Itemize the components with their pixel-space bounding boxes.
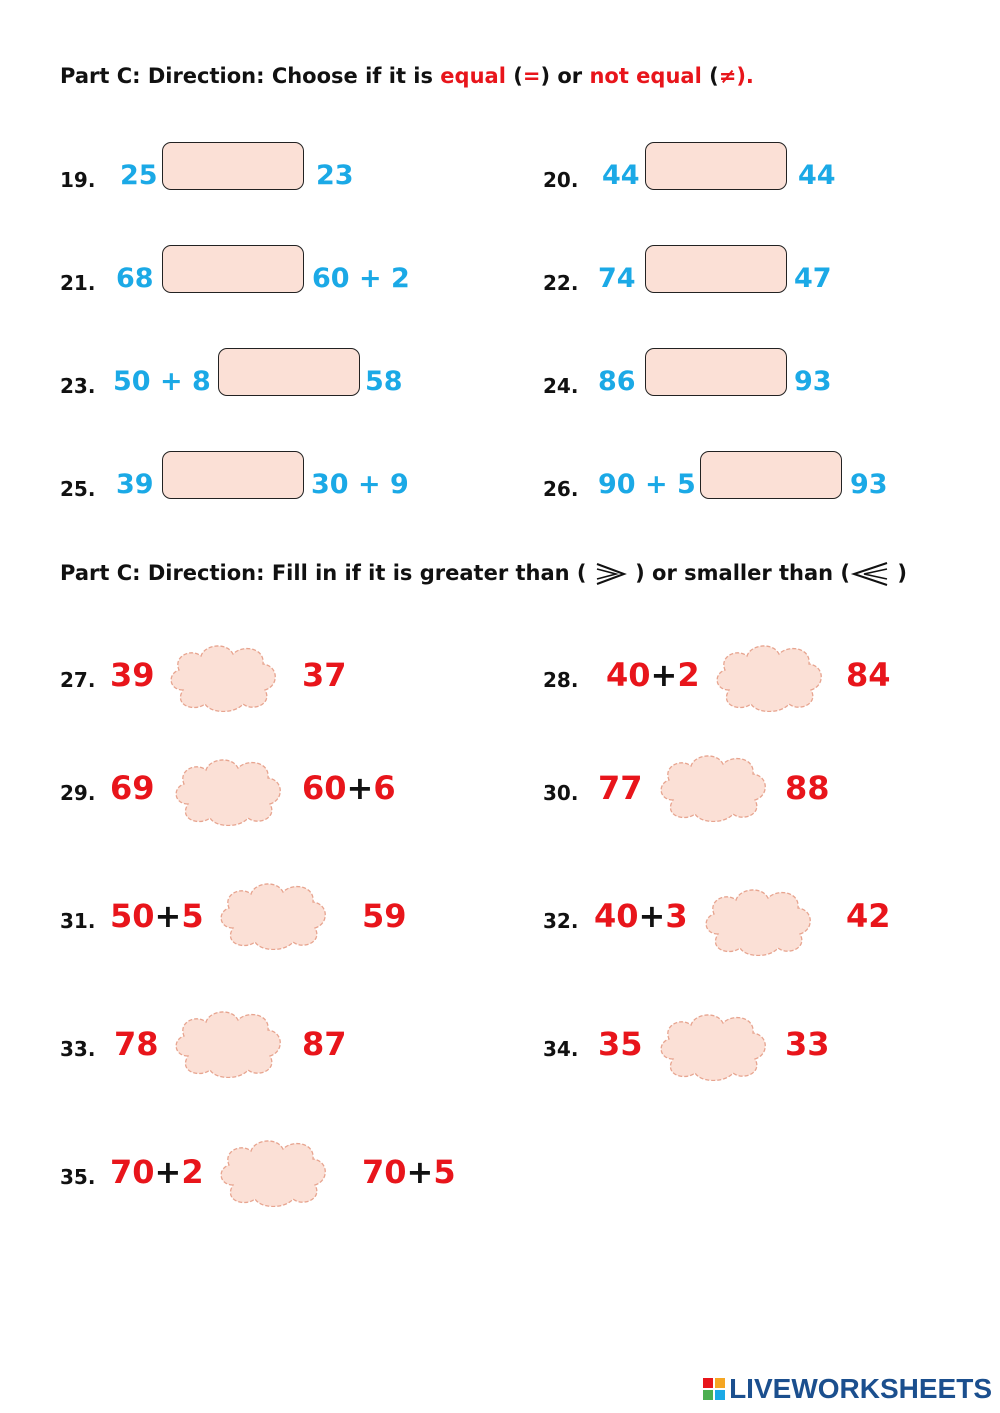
- operand: 69: [110, 769, 155, 807]
- left-operand: 68: [116, 263, 154, 294]
- answer-box[interactable]: [162, 245, 304, 293]
- logo-text: LIVEWORKSHEETS: [729, 1373, 992, 1404]
- operand: 84: [846, 656, 891, 694]
- left-expression: [598, 1025, 643, 1063]
- equal-sign: =: [522, 64, 541, 88]
- right-expression: [362, 897, 407, 935]
- operator: +: [154, 1153, 182, 1191]
- operator: +: [346, 769, 374, 807]
- operand: 5: [181, 897, 204, 935]
- answer-cloud[interactable]: [655, 1009, 773, 1081]
- answer-cloud[interactable]: [700, 884, 818, 956]
- operand: 70: [110, 1153, 155, 1191]
- or-text: ) or smaller than (: [627, 561, 851, 585]
- directions-text: Part C: Direction: Choose if it is: [60, 64, 441, 88]
- equal-directions: [60, 64, 754, 88]
- operator: +: [638, 897, 666, 935]
- left-operand: 44: [602, 160, 640, 191]
- logo-icon: [703, 1378, 725, 1400]
- operator: +: [406, 1153, 434, 1191]
- right-expression: [785, 1025, 830, 1063]
- not-equal-word: not equal: [589, 64, 702, 88]
- right-operand: 93: [850, 469, 888, 500]
- operand: 40: [606, 656, 651, 694]
- operand: 3: [665, 897, 688, 935]
- left-expression: [114, 1025, 159, 1063]
- operand: 87: [302, 1025, 347, 1063]
- right-expression: [846, 656, 891, 694]
- operand: 77: [598, 769, 643, 807]
- question-number: 35.: [60, 1165, 96, 1189]
- left-operand: 39: [116, 469, 154, 500]
- left-expression: [598, 769, 643, 807]
- question-number: 27.: [60, 668, 96, 692]
- operand: 2: [677, 656, 700, 694]
- answer-box[interactable]: [162, 451, 304, 499]
- directions-text: Part C: Direction: Fill in if it is greater than (: [60, 561, 594, 585]
- answer-box[interactable]: [645, 142, 787, 190]
- question-number: 25.: [60, 477, 96, 501]
- right-expression: [302, 769, 396, 807]
- left-expression: [110, 769, 155, 807]
- question-number: 29.: [60, 781, 96, 805]
- answer-cloud[interactable]: [170, 754, 288, 826]
- answer-cloud[interactable]: [165, 640, 283, 712]
- greater-than-icon: [594, 559, 628, 589]
- right-expression: [302, 656, 347, 694]
- paren-open: (: [505, 64, 523, 88]
- right-operand: 60 + 2: [312, 263, 410, 294]
- right-operand: 58: [365, 366, 403, 397]
- closing-text: ).: [736, 64, 754, 88]
- closing-paren: ): [890, 561, 907, 585]
- question-number: 28.: [543, 668, 579, 692]
- right-expression: [846, 897, 891, 935]
- left-operand: 86: [598, 366, 636, 397]
- right-expression: [785, 769, 830, 807]
- operand: 40: [594, 897, 639, 935]
- operand: 50: [110, 897, 155, 935]
- operand: 70: [362, 1153, 407, 1191]
- question-number: 31.: [60, 909, 96, 933]
- operand: 37: [302, 656, 347, 694]
- operand: 78: [114, 1025, 159, 1063]
- operand: 6: [373, 769, 396, 807]
- paren-open: (: [701, 64, 719, 88]
- operand: 39: [110, 656, 155, 694]
- question-number: 30.: [543, 781, 579, 805]
- liveworksheets-logo: [703, 1373, 992, 1405]
- question-number: 20.: [543, 168, 579, 192]
- operand: 2: [181, 1153, 204, 1191]
- left-expression: [594, 897, 688, 935]
- answer-box[interactable]: [700, 451, 842, 499]
- left-expression: [110, 1153, 204, 1191]
- operand: 59: [362, 897, 407, 935]
- left-operand: 25: [120, 160, 158, 191]
- operator: +: [154, 897, 182, 935]
- answer-box[interactable]: [162, 142, 304, 190]
- answer-cloud[interactable]: [655, 750, 773, 822]
- answer-cloud[interactable]: [215, 878, 333, 950]
- question-number: 32.: [543, 909, 579, 933]
- less-than-icon: [850, 559, 890, 589]
- operand: 5: [433, 1153, 456, 1191]
- right-expression: [362, 1153, 456, 1191]
- operator: +: [650, 656, 678, 694]
- question-number: 24.: [543, 374, 579, 398]
- answer-cloud[interactable]: [215, 1135, 333, 1207]
- compare-directions: [60, 559, 907, 589]
- question-number: 34.: [543, 1037, 579, 1061]
- operand: 88: [785, 769, 830, 807]
- left-expression: [606, 656, 700, 694]
- left-expression: [110, 897, 204, 935]
- right-operand: 93: [794, 366, 832, 397]
- operand: 35: [598, 1025, 643, 1063]
- question-number: 19.: [60, 168, 96, 192]
- answer-box[interactable]: [645, 245, 787, 293]
- question-number: 21.: [60, 271, 96, 295]
- answer-cloud[interactable]: [170, 1006, 288, 1078]
- operand: 42: [846, 897, 891, 935]
- or-text: ) or: [540, 64, 590, 88]
- right-expression: [302, 1025, 347, 1063]
- left-expression: [110, 656, 155, 694]
- answer-box[interactable]: [218, 348, 360, 396]
- operand: 33: [785, 1025, 830, 1063]
- not-equal-sign: ≠: [718, 64, 737, 88]
- left-operand: 90 + 5: [598, 469, 696, 500]
- left-operand: 74: [598, 263, 636, 294]
- question-number: 23.: [60, 374, 96, 398]
- right-operand: 23: [316, 160, 354, 191]
- right-operand: 47: [794, 263, 832, 294]
- question-number: 33.: [60, 1037, 96, 1061]
- question-number: 22.: [543, 271, 579, 295]
- answer-cloud[interactable]: [711, 640, 829, 712]
- answer-box[interactable]: [645, 348, 787, 396]
- question-number: 26.: [543, 477, 579, 501]
- operand: 60: [302, 769, 347, 807]
- equal-word: equal: [440, 64, 506, 88]
- right-operand: 44: [798, 160, 836, 191]
- right-operand: 30 + 9: [311, 469, 409, 500]
- left-operand: 50 + 8: [113, 366, 211, 397]
